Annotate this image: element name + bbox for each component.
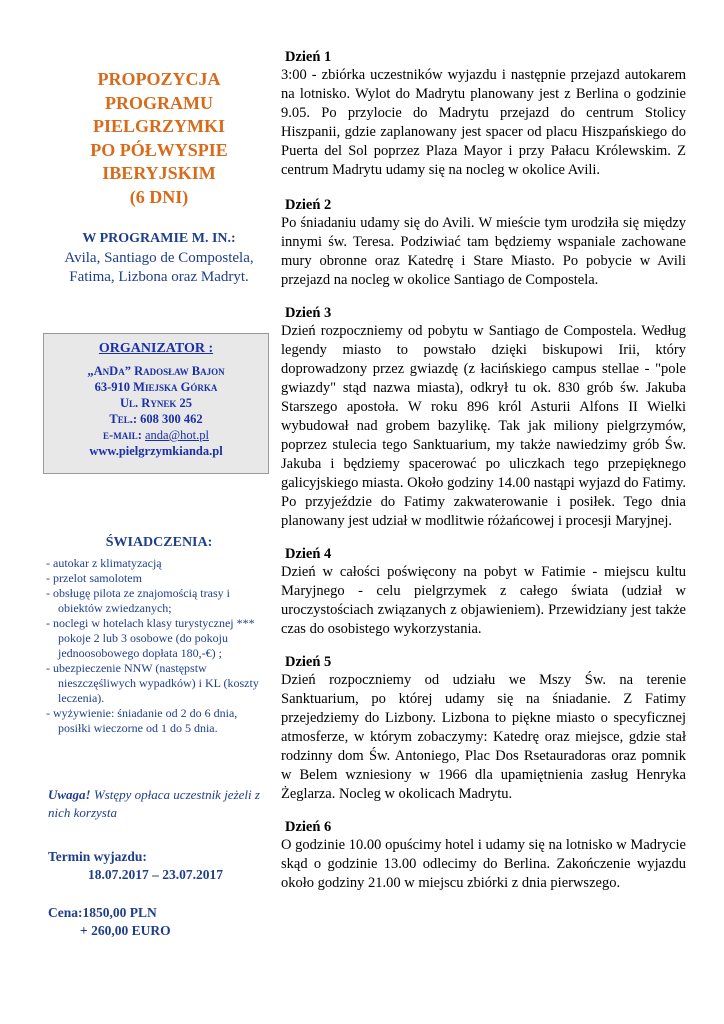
day-text: Dzień rozpoczniemy od pobytu w Santiago de Compostela. Według legendy miasto to powstało dzięki biskupowi Irii, który doprowadzony przez gwiazdę (z łacińskiego campus stellae - "pole gwiazdy" stąd nazwa miasta), odkrył tu ok. 830 grób św. Jakuba Starszego apostoła. W roku 896 król Asturii Alfons II Wielki wybudował nad grobem bazylikę. Tak jak miliony pielgrzymów, poprzez stulecia tego Sanktuarium, my także nawiedzimy grób Św. Jakuba i będziemy spacerować po uliczkach tego przepięknego galicyjskiego miasta. Około godziny 14.00 nastąpi wyjazd do Fatimy. Po przyjeździe do Fatimy zakwaterowanie i posiłek. Tego dnia planowany jest udział w modlitwie różańcowej i procesji Maryjnej. bbox=[281, 323, 686, 529]
organizer-phone: Tel.: 608 300 462 bbox=[109, 412, 203, 426]
organizer-box bbox=[43, 333, 269, 474]
organizer-email-row bbox=[44, 427, 268, 443]
day-section bbox=[281, 304, 686, 531]
day-title: Dzień 6 bbox=[285, 819, 332, 835]
price-line-1: Cena:1850,00 PLN bbox=[48, 905, 157, 920]
organizer-heading: ORGANIZATOR : bbox=[98, 341, 214, 356]
organizer-address-1: 63-910 Miejska Górka bbox=[94, 380, 218, 394]
title-line: PO PÓŁWYSPIE bbox=[90, 139, 228, 160]
highlights-heading: W PROGRAMIE M. IN.: bbox=[82, 231, 236, 246]
day-text: Po śniadaniu udamy się do Avili. W mieście tym urodziła się między innymi św. Teresa. Podziwiać tam będziemy wspaniale zachowane mury obronne oraz Katedrę i Stare Miasto. Po pobycie w Avili przejazd na nocleg w okolice Santiago de Compostela. bbox=[281, 215, 686, 288]
day-title: Dzień 2 bbox=[285, 197, 332, 213]
title-line: PROGRAMU bbox=[105, 92, 213, 113]
day-section bbox=[281, 196, 686, 290]
services-item: - wyżywienie: śniadanie od 2 do 6 dnia, posiłki wieczorne od 1 do 5 dnia. bbox=[46, 706, 238, 735]
departure-info bbox=[48, 848, 268, 884]
highlights-places-1: Avila, Santiago de Compostela, bbox=[64, 250, 254, 266]
program-title bbox=[44, 68, 274, 209]
departure-label: Termin wyjazdu: bbox=[48, 849, 147, 864]
organizer-email-label: e-mail: bbox=[103, 428, 142, 442]
organizer-website[interactable]: www.pielgrzymkianda.pl bbox=[89, 444, 223, 458]
day-text: Dzień rozpoczniemy od udziału we Mszy Św. na terenie Sanktuarium, po której udamy się na śniadanie. Z Fatimy przejedziemy do Lizbony. Lizbona to piękne miasto o specyficznej atmosferze, w którym zobaczymy: Katedrę oraz miejsce, gdzie stał rodzinny dom Św. Antoniego, Plac Dos Rsetauradoras oraz pomnik w Belem wzniesiony w 1966 dla upamiętnienia zasług Henryka Żeglarza. Nocleg w okolicach Madrytu. bbox=[281, 672, 686, 802]
highlights-places-2: Fatima, Lizbona oraz Madryt. bbox=[69, 269, 249, 285]
services-list bbox=[46, 556, 268, 736]
note-label: Uwaga! bbox=[48, 787, 91, 802]
note-text: Wstępy opłaca uczestnik jeżeli z nich korzysta bbox=[48, 787, 260, 820]
title-line: PROPOZYCJA bbox=[97, 69, 221, 89]
itinerary bbox=[281, 48, 686, 907]
day-section bbox=[281, 545, 686, 639]
services-item: - autokar z klimatyzacją bbox=[46, 556, 162, 570]
title-line: (6 DNI) bbox=[129, 186, 189, 207]
services-item: - obsługę pilota ze znajomością trasy i obiektów zwiedzanych; bbox=[46, 586, 230, 615]
services-heading: ŚWIADCZENIA: bbox=[105, 535, 213, 550]
day-section bbox=[281, 48, 686, 180]
day-text: O godzinie 10.00 opuścimy hotel i udamy się na lotnisko w Madrycie skąd o godzinie 13.00 odlecimy do Berlina. Zakończenie wyjazdu około godziny 21.00 w miejscu zbiórki z dnia pierwszego. bbox=[281, 837, 686, 891]
price-line-2: + 260,00 EURO bbox=[80, 923, 171, 938]
day-section bbox=[281, 653, 686, 804]
title-line: PIELGRZYMKI bbox=[92, 116, 225, 136]
program-highlights bbox=[44, 230, 274, 287]
services-item: - przelot samolotem bbox=[46, 571, 142, 585]
departure-dates: 18.07.2017 – 23.07.2017 bbox=[88, 867, 223, 882]
note bbox=[48, 786, 268, 822]
day-title: Dzień 5 bbox=[285, 654, 332, 670]
organizer-name: „AnDa” Radosław Bajon bbox=[87, 364, 225, 378]
title-line: IBERYJSKIM bbox=[102, 163, 216, 183]
organizer-email-link[interactable]: anda@hot.pl bbox=[145, 428, 209, 442]
day-text: Dzień w całości poświęcony na pobyt w Fatimie - miejscu kultu Maryjnego - celu pielgrzymek z całego świata (udział w uroczystościach związanych z objawieniem). Przewidziany jest także czas do osobistego wykorzystania. bbox=[281, 564, 686, 637]
day-title: Dzień 1 bbox=[285, 49, 332, 65]
day-section bbox=[281, 818, 686, 893]
day-text: 3:00 - zbiórka uczestników wyjazdu i następnie przejazd autokarem na lotnisko. Wylot do Madrytu planowany jest z Berlina o godzinie 9.05. Po przylocie do Madrytu przejazd do centrum Stolicy Hiszpanii, gdzie zaplanowany jest spacer od placu Hiszpańskiego do Puerta del Sol poprzez Plaza Mayor i przy Pałacu Królewskim. Z centrum Madrytu udamy się na nocleg w okolice Avili. bbox=[281, 67, 686, 178]
services-item: - noclegi w hotelach klasy turystycznej *** pokoje 2 lub 3 osobowe (do pokoju jednoosobowego dopłata 180,-€) ; bbox=[46, 616, 255, 660]
services-item: - ubezpieczenie NNW (następstw nieszczęśliwych wypadków) i KL (koszty leczenia). bbox=[46, 661, 259, 705]
day-title: Dzień 4 bbox=[285, 546, 332, 562]
organizer-address-2: Ul. Rynek 25 bbox=[120, 396, 192, 410]
price-info bbox=[48, 904, 268, 940]
day-title: Dzień 3 bbox=[285, 305, 332, 321]
